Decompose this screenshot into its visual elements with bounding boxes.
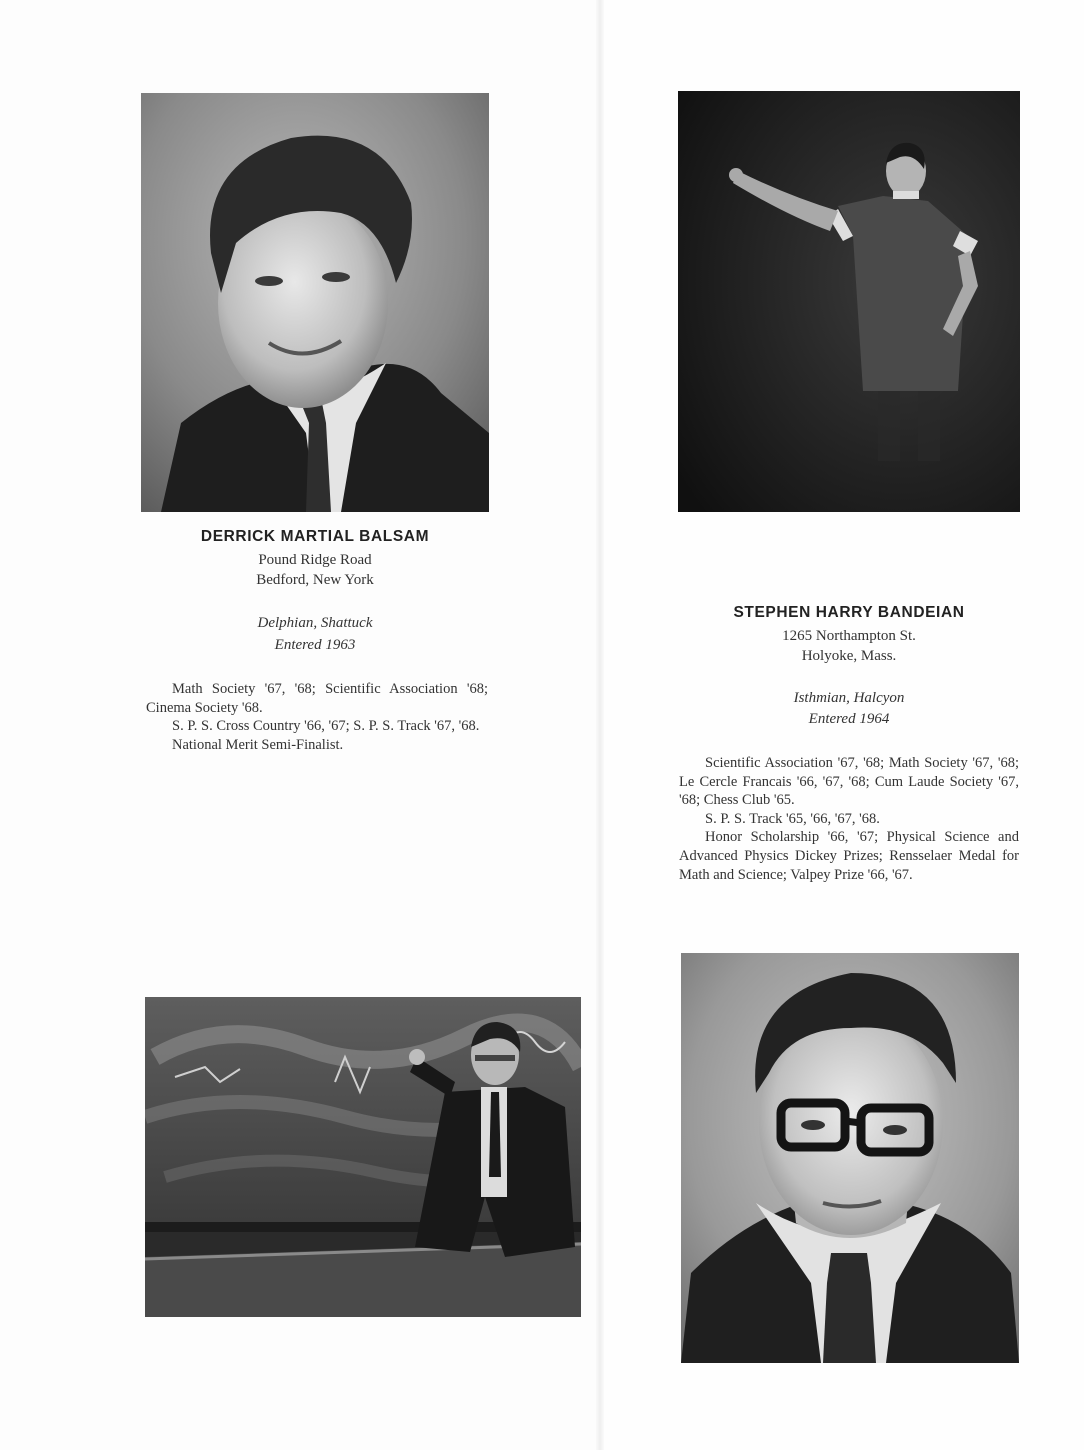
address-line-2: Holyoke, Mass. [801,648,897,664]
address-line-1: Pound Ridge Road [258,552,372,568]
bio-paragraph: National Merit Semi-Finalist. [172,736,344,753]
entered-year: Entered 1963 [274,637,356,653]
bio-paragraph: Scientific Association '67, '68; Math Society '67, '68; Le Cercle Francais '66, '67, '68; Cum Laude Society '67, '68; Chess Club '65. [679,755,1019,809]
houses: Isthmian, Halcyon [793,690,905,706]
bio-paragraph: S. P. S. Track '65, '66, '67, '68. [705,810,880,827]
student-name: STEPHEN HARRY BANDEIAN [733,604,965,621]
portrait-photo-balsam [141,93,489,512]
portrait-photo-bandeian [681,953,1019,1363]
address-line-2: Bedford, New York [256,572,374,588]
bio-paragraph: Math Society '67, '68; Scientific Association '68; Cinema Society '68. [146,681,488,716]
entered-year: Entered 1964 [808,711,890,727]
address-line-1: 1265 Northampton St. [782,628,916,644]
candid-photo-costume [678,91,1020,512]
student-name: DERRICK MARTIAL BALSAM [200,528,430,545]
houses: Delphian, Shattuck [257,615,373,631]
bio-paragraph: Honor Scholarship '66, '67; Physical Science and Advanced Physics Dickey Prizes; Rensselaer Medal for Math and Science; Valpey Prize '66, '67. [679,829,1019,883]
bio-paragraph: S. P. S. Cross Country '66, '67; S. P. S. Track '67, '68. [172,718,480,735]
activities-bio [679,754,1019,884]
activities-bio [146,680,488,754]
page-gutter [596,0,604,1450]
candid-photo-chalkboard [145,997,581,1317]
